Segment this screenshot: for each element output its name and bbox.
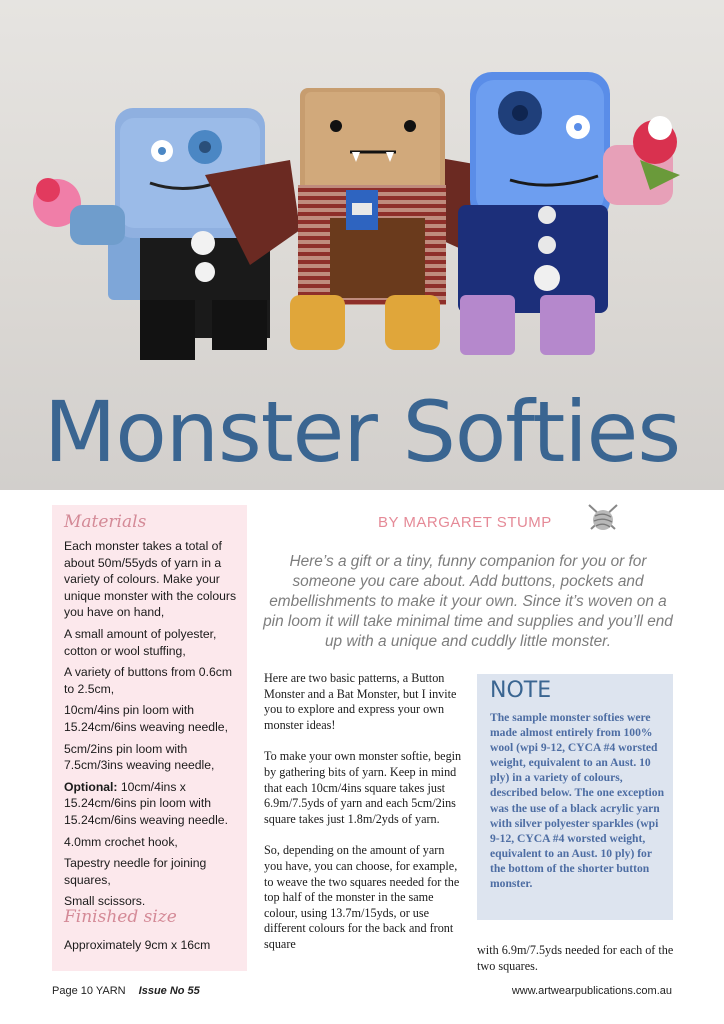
footer-left: [52, 985, 200, 997]
article-title: Monster Softies: [43, 383, 681, 481]
page-number: Page 10: [52, 985, 93, 997]
materials-item: 4.0mm crochet hook,: [64, 834, 178, 849]
optional-label: Optional:: [64, 779, 118, 794]
materials-item-optional: [64, 779, 244, 829]
body-column-right: with 6.9m/7.5yds needed for each of the two squares.: [477, 943, 674, 973]
body-paragraph: To make your own monster softie, begin by gathering bits of yarn. Keep in mind that each 10cm/4ins square takes just 6.9m/7.5yds of yarn and each 5cm/2ins square takes just 1.8m/2yds of yarn.: [264, 749, 462, 826]
materials-item: Small scissors.: [64, 894, 146, 909]
materials-sidebar: [52, 505, 247, 971]
issue-number: Issue No 55: [138, 985, 200, 997]
optional-text: 10cm/4ins x 15.24cm/6ins pin loom with 15.24cm/6ins weaving needle.: [64, 779, 228, 827]
materials-item: 10cm/4ins pin loom with 15.24cm/6ins weaving needle,: [64, 703, 228, 734]
yarn-ball-icon: [585, 503, 621, 533]
right-button-monster: [458, 72, 680, 355]
body-column-left: [264, 671, 464, 969]
footer-url: www.artwearpublications.com.au: [511, 985, 672, 997]
author-byline: BY MARGARET STUMP: [378, 514, 552, 531]
materials-item: Tapestry needle for joining squares,: [64, 856, 207, 887]
materials-item: A small amount of polyester, cotton or wool stuffing,: [64, 626, 217, 658]
materials-item: A variety of buttons from 0.6cm to 2.5cm,: [64, 665, 232, 696]
body-paragraph: So, depending on the amount of yarn you have, you can choose, for example, to weave the two squares needed for the top half of the monster in the same colour, using 13.7m/15yds, or use different colours for the back and front square: [264, 843, 460, 951]
materials-heading: Materials: [64, 512, 147, 532]
finished-size-heading: Finished size: [64, 907, 177, 927]
materials-list: [64, 538, 244, 915]
note-text: The sample monster softies were made almost entirely from 100% wool (wpi 9-12, CYCA #4 worsted weight, equivalent to an Aust. 10 ply) in a variety of colours, described below. The one exception was the use of a black acrylic yarn with silver polyester sparkles (wpi 9-12, CYCA #4 worsted weight, equivalent to an Aust. 10 ply) for the bottom of the shorter button monster.: [490, 711, 665, 891]
intro-paragraph: Here’s a gift or a tiny, funny companion for you or for someone you care about. Add buttons, pockets and embellishments to make it your own. Since it’s woven on a pin loom it will take minimal time and supplies and you’ll end up with a unique and cuddly little monster.: [263, 553, 673, 650]
magazine-name: YARN: [95, 985, 126, 997]
note-box: [477, 674, 673, 920]
materials-item: 5cm/2ins pin loom with 7.5cm/3ins weaving needle,: [64, 741, 215, 773]
left-button-monster: [33, 108, 270, 360]
body-paragraph: Here are two basic patterns, a Button Monster and a Bat Monster, but I invite you to explore and express your own monster ideas!: [264, 671, 457, 732]
note-heading: NOTE: [490, 678, 552, 703]
materials-item: Each monster takes a total of about 50m/55yds of yarn in a variety of colours. Make your unique monster with the colours you have on hand,: [64, 539, 237, 620]
finished-size-value: Approximately 9cm x 16cm: [64, 938, 211, 952]
